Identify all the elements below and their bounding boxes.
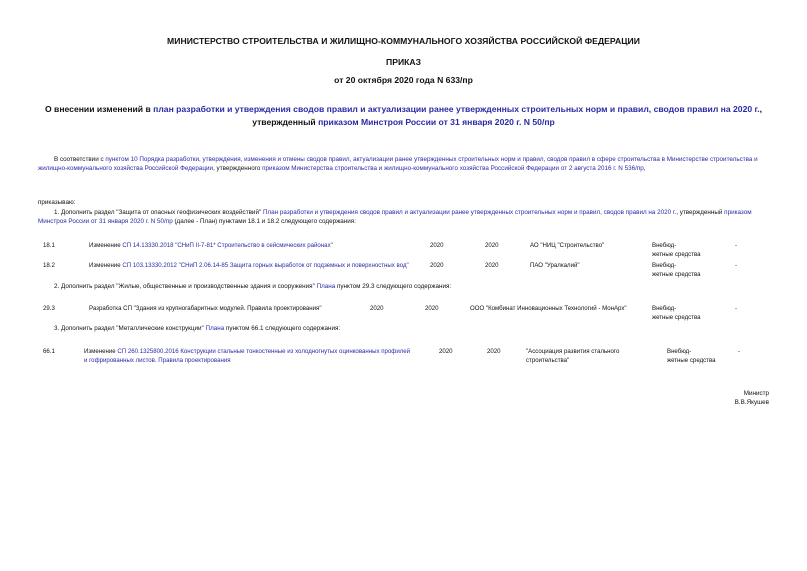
signature-name: В.В.Якушев [734,399,769,406]
row-18-2-funding-2: жетные средства [652,270,701,278]
preamble-mid: , утвержденного [213,165,263,172]
row-18-1-year-start: 2020 [430,242,444,249]
row-18-1-year-end: 2020 [485,242,499,249]
document-date-number: от 20 октября 2020 года N 633/пр [334,75,473,85]
row-29-3-description: Разработка СП "Здания из крупногабаритных модулей. Правила проектирования" [89,305,322,312]
row-66-1-funding-1: Внебюд- [667,348,692,355]
item-1-text-1: 1. Дополнить раздел "Защита от опасных геофизических воздействий" [54,209,263,216]
row-18-1-prefix: Изменение [89,242,123,249]
row-18-1-dash: - [735,242,738,249]
preamble-link-order[interactable]: приказом Министерства строительства и жилищно-коммунального хозяйства Российской Федерации от 2 августа 2016 г. N 536/пр [262,165,644,172]
item-2-text-2: пунктом 29.3 следующего содержания: [335,283,452,290]
title-text-2: , утвержденный [252,104,763,127]
order-word: приказываю: [38,199,76,206]
row-18-1-funding-1: Внебюд- [652,242,677,249]
item-1 [38,208,770,226]
item-1-text-3: (далее - План) пунктами 18.1 и 18.2 следующего содержания: [172,218,356,225]
row-18-1-description [89,242,379,251]
row-18-2-link[interactable]: СП 103.13330.2012 "СНиП 2.06.14-85 Защита горных выработок от подземных и поверхностных вод" [122,262,409,269]
row-66-1-funding-2: жетные средства [667,356,716,364]
row-29-3-organization: ООО "Комбинат Инновационных Технологий - МонАрх" [470,305,627,312]
row-18-2-funding [652,262,701,279]
item-3 [54,324,770,333]
row-66-1-funding [667,348,716,365]
item-2-text-1: 2. Дополнить раздел "Жилые, общественные и производственные здания и сооружения" [54,283,317,290]
ministry-heading: МИНИСТЕРСТВО СТРОИТЕЛЬСТВА И ЖИЛИЩНО-КОММУНАЛЬНОГО ХОЗЯЙСТВА РОССИЙСКОЙ ФЕДЕРАЦИИ [167,36,640,46]
preamble-link-procedure[interactable]: пунктом 10 Порядка разработки, утверждения, изменения и отмены сводов правил, актуализации ранее утвержденных строительных норм и правил, сводов правил в сфере строительства в Министерстве строительства и жилищно-коммунального хозяйства Российской Федерации [38,156,758,172]
row-66-1-prefix: Изменение [84,348,118,355]
item-1-link-order[interactable]: приказом Минстроя России от 31 января 2020 г. N 50/пр [38,209,752,225]
row-66-1-link[interactable]: СП 260.1325800.2016 Конструкции стальные тонкостенные из холодногнутых оцинкованных профилей и гофрированных листов. Правила проектирования [84,348,411,364]
item-3-link-plan[interactable]: Плана [205,325,225,332]
title-text-1: О внесении изменений в [44,104,154,114]
row-18-1-link[interactable]: СП 14.13330.2018 "СНиП II-7-81* Строительство в сейсмических районах" [122,242,333,249]
preamble-intro: В соответствии с [54,156,106,163]
signature-position: Министр [743,390,769,397]
item-1-link-plan[interactable]: План разработки и утверждения сводов правил и актуализации ранее утвержденных строительных норм и правил, сводов правил на 2020 г. [262,209,677,216]
document-type: ПРИКАЗ [386,57,421,67]
item-3-text-2: пунктом 66.1 следующего содержания: [224,325,341,332]
row-66-1-year-start: 2020 [439,348,453,355]
row-18-2-year-start: 2020 [430,262,444,269]
row-29-3-year-start: 2020 [370,305,384,312]
row-66-1-number: 66.1 [43,348,55,355]
row-18-1-organization: АО "НИЦ "Строительство" [530,242,605,249]
preamble-end: , [643,165,646,172]
row-18-2-prefix: Изменение [89,262,123,269]
row-29-3-year-end: 2020 [425,305,439,312]
row-66-1-description [84,348,414,365]
item-1-text-2: , утвержденный [676,209,725,216]
row-18-2-organization: ПАО "Уралкалий" [530,262,580,269]
row-18-2-funding-1: Внебюд- [652,262,677,269]
row-18-2-description [89,262,419,271]
item-3-text-1: 3. Дополнить раздел "Металлические конструкции" [54,325,206,332]
row-66-1-year-end: 2020 [487,348,501,355]
row-29-3-funding-1: Внебюд- [652,305,677,312]
title-link-plan[interactable]: план разработки и утверждения сводов правил и актуализации ранее утвержденных строительных норм и правил, сводов правил на 2020 г. [153,104,760,114]
title-link-order[interactable]: приказом Минстроя России от 31 января 2020 г. N 50/пр [318,117,555,127]
item-2-link-plan[interactable]: Плана [316,283,336,290]
row-18-1-number: 18.1 [43,242,55,249]
preamble [38,155,770,173]
row-18-2-number: 18.2 [43,262,55,269]
row-18-1-funding-2: жетные средства [652,250,701,258]
document-title [38,103,769,129]
row-66-1-dash: - [738,348,741,355]
row-18-1-funding [652,242,701,259]
row-29-3-funding-2: жетные средства [652,313,701,321]
item-2 [54,282,770,291]
row-18-2-year-end: 2020 [485,262,499,269]
row-29-3-number: 29.3 [43,305,55,312]
row-29-3-funding [652,305,701,322]
row-18-2-dash: - [735,262,738,269]
row-29-3-dash: - [735,305,738,312]
row-66-1-organization: "Ассоциация развития стального строительства" [526,348,620,364]
